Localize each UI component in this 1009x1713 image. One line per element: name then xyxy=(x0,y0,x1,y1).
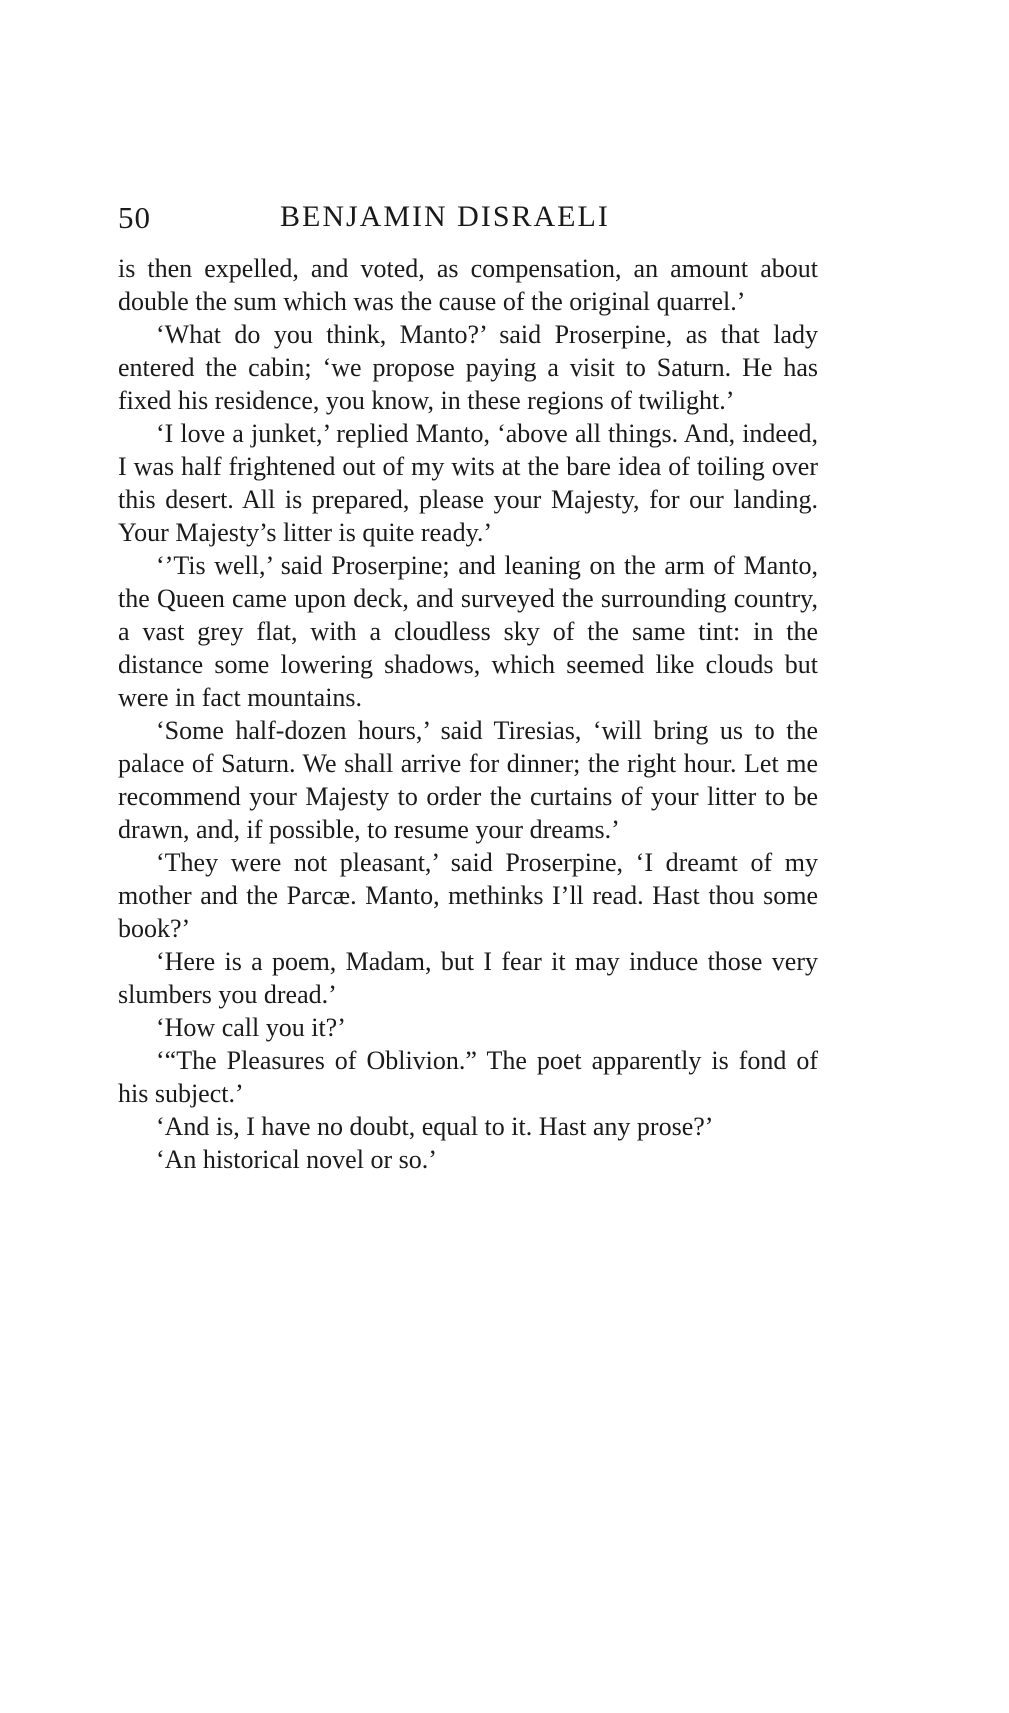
page-header xyxy=(118,200,818,244)
paragraph: ‘An historical novel or so.’ xyxy=(156,1145,437,1174)
paragraph: ‘“The Pleasures of Oblivion.” The poet apparently is fond of his subject.’ xyxy=(118,1046,818,1108)
paragraph: ‘Here is a poem, Madam, but I fear it may induce those very slumbers you dread.’ xyxy=(118,947,818,1009)
page-number: 50 xyxy=(118,200,151,235)
paragraph: ‘I love a junket,’ replied Manto, ‘above all things. And, indeed, I was half frightened out of my wits at the bare idea of toiling over this desert. All is prepared, please your Majesty, for our landing. Your Majesty’s litter is quite ready.’ xyxy=(118,419,818,547)
paragraph: ‘They were not pleasant,’ said Proserpine, ‘I dreamt of my mother and the Parcæ. Manto, methinks I’ll read. Hast thou some book?’ xyxy=(118,848,818,943)
paragraph: ‘What do you think, Manto?’ said Proserpine, as that lady entered the cabin; ‘we propose paying a visit to Saturn. He has fixed his residence, you know, in these regions of twilight.’ xyxy=(118,320,818,415)
paragraph: is then expelled, and voted, as compensation, an amount about double the sum which was the cause of the original quarrel.’ xyxy=(118,254,818,316)
paragraph: ‘And is, I have no doubt, equal to it. Hast any prose?’ xyxy=(156,1112,714,1141)
body-text xyxy=(118,252,818,1176)
paragraph: ‘’Tis well,’ said Proserpine; and leaning on the arm of Manto, the Queen came upon deck, and surveyed the surrounding country, a vast grey flat, with a cloudless sky of the same tint: in the distance some lowering shadows, which seemed like clouds but were in fact mountains. xyxy=(118,551,818,712)
running-head: BENJAMIN DISRAELI xyxy=(280,200,610,233)
book-page xyxy=(118,200,818,1176)
paragraph: ‘How call you it?’ xyxy=(156,1013,346,1042)
paragraph: ‘Some half-dozen hours,’ said Tiresias, ‘will bring us to the palace of Saturn. We shall arrive for dinner; the right hour. Let me recommend your Majesty to order the curtains of your litter to be drawn, and, if possible, to resume your dreams.’ xyxy=(118,716,818,844)
